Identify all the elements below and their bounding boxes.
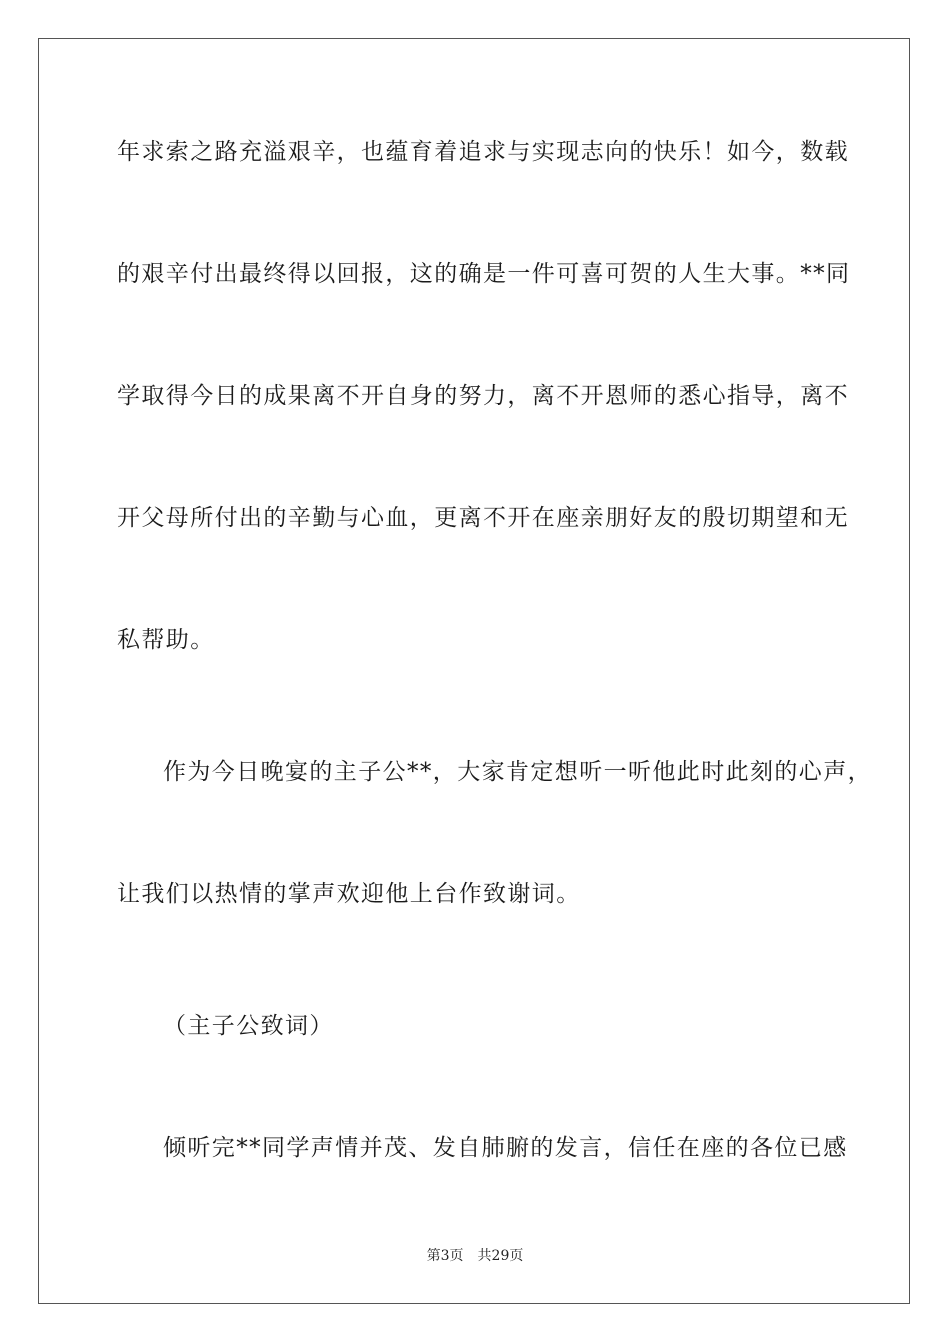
stage-direction: （主子公致词） bbox=[163, 1013, 334, 1039]
body-text-line: 的艰辛付出最终得以回报，这的确是一件可喜可贺的人生大事。**同 bbox=[117, 261, 851, 287]
body-text-line: 开父母所付出的辛勤与心血，更离不开在座亲朋好友的殷切期望和无 bbox=[117, 505, 849, 531]
page-footer bbox=[0, 1247, 950, 1265]
paragraph-first-line: 作为今日晚宴的主子公**，大家肯定想听一听他此时此刻的心声， bbox=[163, 759, 872, 785]
body-text-line: 让我们以热情的掌声欢迎他上台作致谢词。 bbox=[117, 881, 581, 907]
body-text-line: 年求索之路充溢艰辛，也蕴育着追求与实现志向的快乐！如今，数载 bbox=[117, 139, 849, 165]
page-border bbox=[38, 38, 910, 1304]
paragraph-first-line: 倾听完**同学声情并茂、发自肺腑的发言，信任在座的各位已感 bbox=[163, 1135, 848, 1161]
page-total: 共29页 bbox=[477, 1248, 524, 1264]
body-text-line: 私帮助。 bbox=[117, 627, 215, 653]
body-text-line: 学取得今日的成果离不开自身的努力，离不开恩师的悉心指导，离不 bbox=[117, 383, 849, 409]
page-number: 第3页 bbox=[426, 1248, 464, 1264]
